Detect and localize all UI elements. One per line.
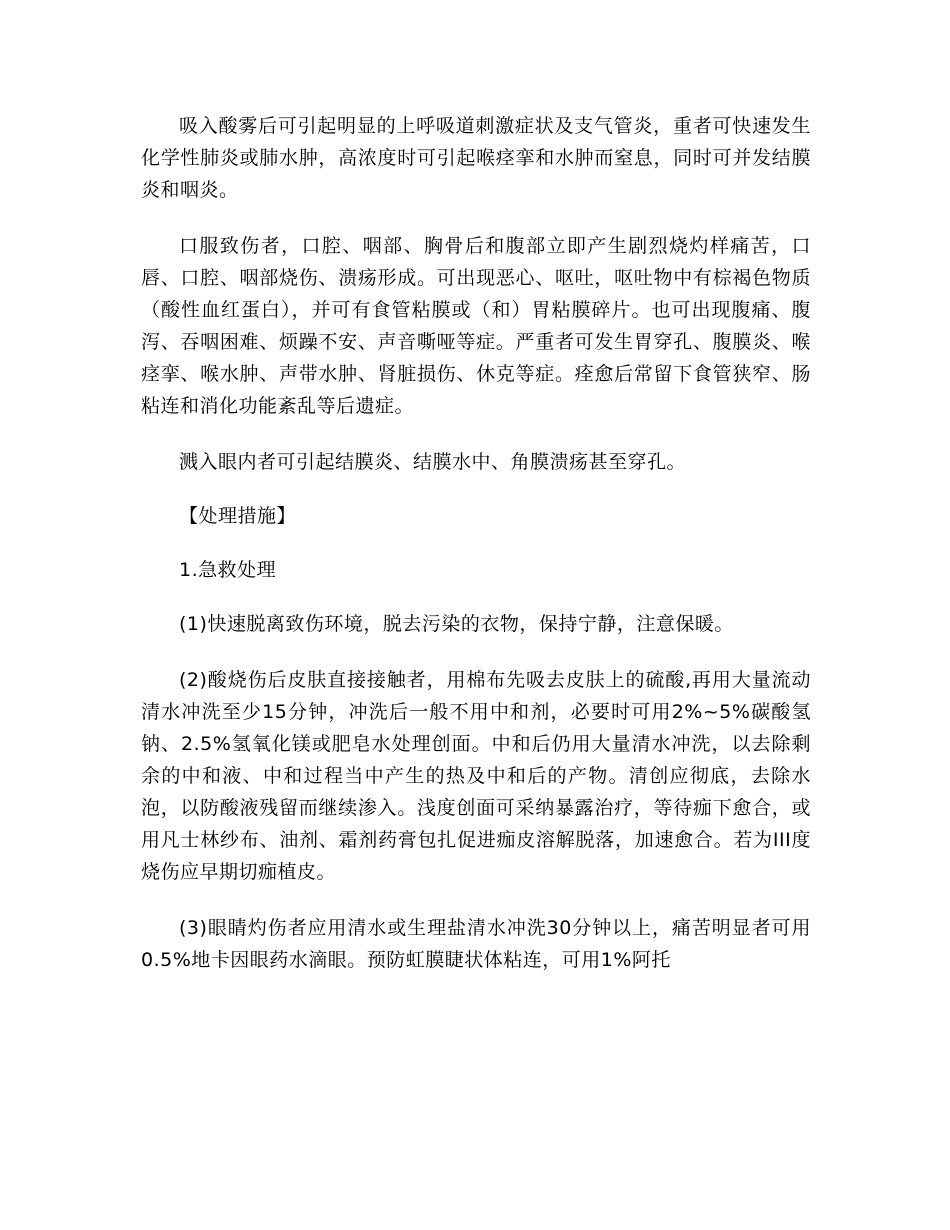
paragraph-step-3: (3)眼睛灼伤者应用清水或生理盐清水冲洗30分钟以上，痛苦明显者可用0.5%地卡因眼药水滴眼。预防虹膜睫状体粘连，可用1%阿托 xyxy=(141,917,811,971)
paragraph-step-1: (1)快速脱离致伤环境，脱去污染的衣物，保持宁静，注意保暖。 xyxy=(179,613,734,635)
subheading-first-aid: 1.急救处理 xyxy=(179,559,277,581)
section-heading-treatment: 【处理措施】 xyxy=(179,505,297,527)
paragraph-step-2: (2)酸烧伤后皮肤直接接触者，用棉布先吸去皮肤上的硫酸,再用大量流动清水冲洗至少15分钟，冲洗后一般不用中和剂，必要时可用2%~5%碳酸氢钠、2.5%氢氧化镁或肥皂水处理创面。中和后仍用大量清水冲洗，以去除剩余的中和液、中和过程当中产生的热及中和后的产物。清创应彻底，去除水泡，以防酸液残留而继续渗入。浅度创面可采纳暴露治疗，等待痂下愈合，或用凡士林纱布、油剂、霜剂药膏包扎促进痂皮溶解脱落，加速愈合。若为III度烧伤应早期切痂植皮。 xyxy=(141,669,811,883)
paragraph-inhalation: 吸入酸雾后可引起明显的上呼吸道刺激症状及支气管炎，重者可快速发生化学性肺炎或肺水肿，高浓度时可引起喉痉挛和水肿而窒息，同时可并发结膜炎和咽炎。 xyxy=(141,115,811,201)
paragraph-oral-injury: 口服致伤者，口腔、咽部、胸骨后和腹部立即产生剧烈烧灼样痛苦，口唇、口腔、咽部烧伤、溃疡形成。可出现恶心、呕吐，呕吐物中有棕褐色物质（酸性血红蛋白），并可有食管粘膜或（和）胃粘膜碎片。也可出现腹痛、腹泻、吞咽困难、烦躁不安、声音嘶哑等症。严重者可发生胃穿孔、腹膜炎、喉痉挛、喉水肿、声带水肿、肾脏损伤、休克等症。痊愈后常留下食管狭窄、肠粘连和消化功能紊乱等后遗症。 xyxy=(141,235,811,417)
document-body xyxy=(141,110,811,1000)
paragraph-eye-splash: 溅入眼内者可引起结膜炎、结膜水中、角膜溃疡甚至穿孔。 xyxy=(179,451,687,473)
